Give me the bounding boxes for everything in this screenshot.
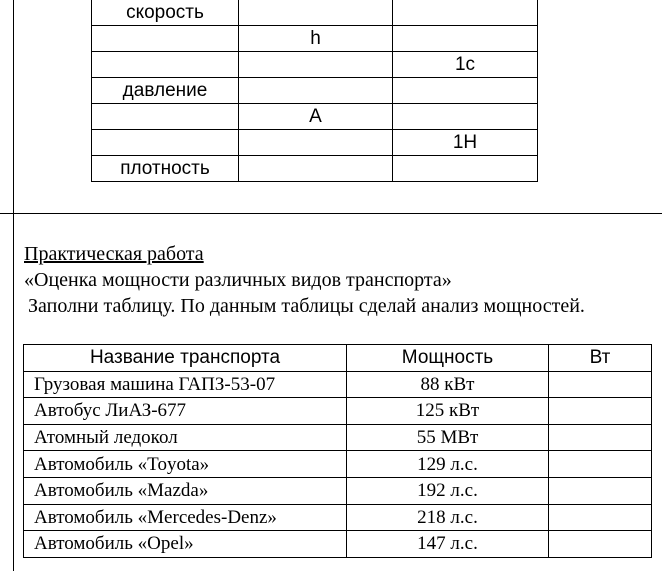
transport-watts	[549, 451, 652, 478]
units-table	[91, 0, 538, 182]
transport-watts	[549, 371, 652, 398]
table-cell: скорость	[92, 0, 239, 26]
table-cell	[393, 104, 538, 130]
table-row	[92, 78, 538, 104]
table-row	[24, 477, 652, 504]
column-header-power: Мощность	[347, 345, 549, 372]
task-title: Практическая работа	[24, 243, 204, 265]
transport-name: Автомобиль «Mercedes-Denz»	[24, 504, 347, 531]
table-cell	[92, 104, 239, 130]
table-row	[24, 424, 652, 451]
table-row	[92, 104, 538, 130]
column-header-watts: Вт	[549, 345, 652, 372]
table-row	[24, 451, 652, 478]
transport-name: Автомобиль «Opel»	[24, 531, 347, 558]
table-cell: давление	[92, 78, 239, 104]
transport-watts	[549, 424, 652, 451]
table-cell: 1с	[393, 52, 538, 78]
table-cell	[393, 78, 538, 104]
transport-table	[23, 344, 652, 558]
transport-name: Автобус ЛиАЗ-677	[24, 398, 347, 425]
table-row	[92, 52, 538, 78]
transport-power: 129 л.с.	[347, 451, 549, 478]
transport-power: 218 л.с.	[347, 504, 549, 531]
table-cell: плотность	[92, 156, 239, 182]
page-border-left-top	[13, 0, 14, 214]
table-row	[92, 156, 538, 182]
transport-power: 55 МВт	[347, 424, 549, 451]
transport-power: 192 л.с.	[347, 477, 549, 504]
table-row	[92, 26, 538, 52]
table-cell	[239, 52, 393, 78]
transport-watts	[549, 504, 652, 531]
table-cell	[92, 26, 239, 52]
table-cell: 1Н	[393, 130, 538, 156]
table-row	[92, 0, 538, 26]
table-cell	[393, 26, 538, 52]
table-row	[24, 531, 652, 558]
transport-power: 147 л.с.	[347, 531, 549, 558]
page-border-left-bottom	[13, 214, 14, 571]
transport-power: 88 кВт	[347, 371, 549, 398]
transport-name: Атомный ледокол	[24, 424, 347, 451]
section-divider	[0, 213, 662, 214]
table-cell	[92, 52, 239, 78]
table-cell	[239, 78, 393, 104]
table-cell	[393, 156, 538, 182]
table-row	[92, 130, 538, 156]
table-cell: А	[239, 104, 393, 130]
table-cell: h	[239, 26, 393, 52]
table-cell	[239, 0, 393, 26]
table-row	[24, 398, 652, 425]
table-row	[24, 371, 652, 398]
transport-name: Автомобиль «Mazda»	[24, 477, 347, 504]
task-instruction: Заполни таблицу. По данным таблицы сделай анализ мощностей.	[28, 295, 585, 317]
table-cell	[393, 0, 538, 26]
table-row	[24, 504, 652, 531]
transport-watts	[549, 398, 652, 425]
column-header-name: Название транспорта	[24, 345, 347, 372]
table-header-row	[24, 345, 652, 372]
transport-watts	[549, 477, 652, 504]
transport-watts	[549, 531, 652, 558]
table-cell	[239, 130, 393, 156]
task-text	[24, 241, 585, 319]
task-subtitle: «Оценка мощности различных видов транспорта»	[24, 269, 452, 291]
table-cell	[92, 130, 239, 156]
transport-name: Автомобиль «Toyota»	[24, 451, 347, 478]
table-cell	[239, 156, 393, 182]
transport-power: 125 кВт	[347, 398, 549, 425]
transport-name: Грузовая машина ГАПЗ-53-07	[24, 371, 347, 398]
